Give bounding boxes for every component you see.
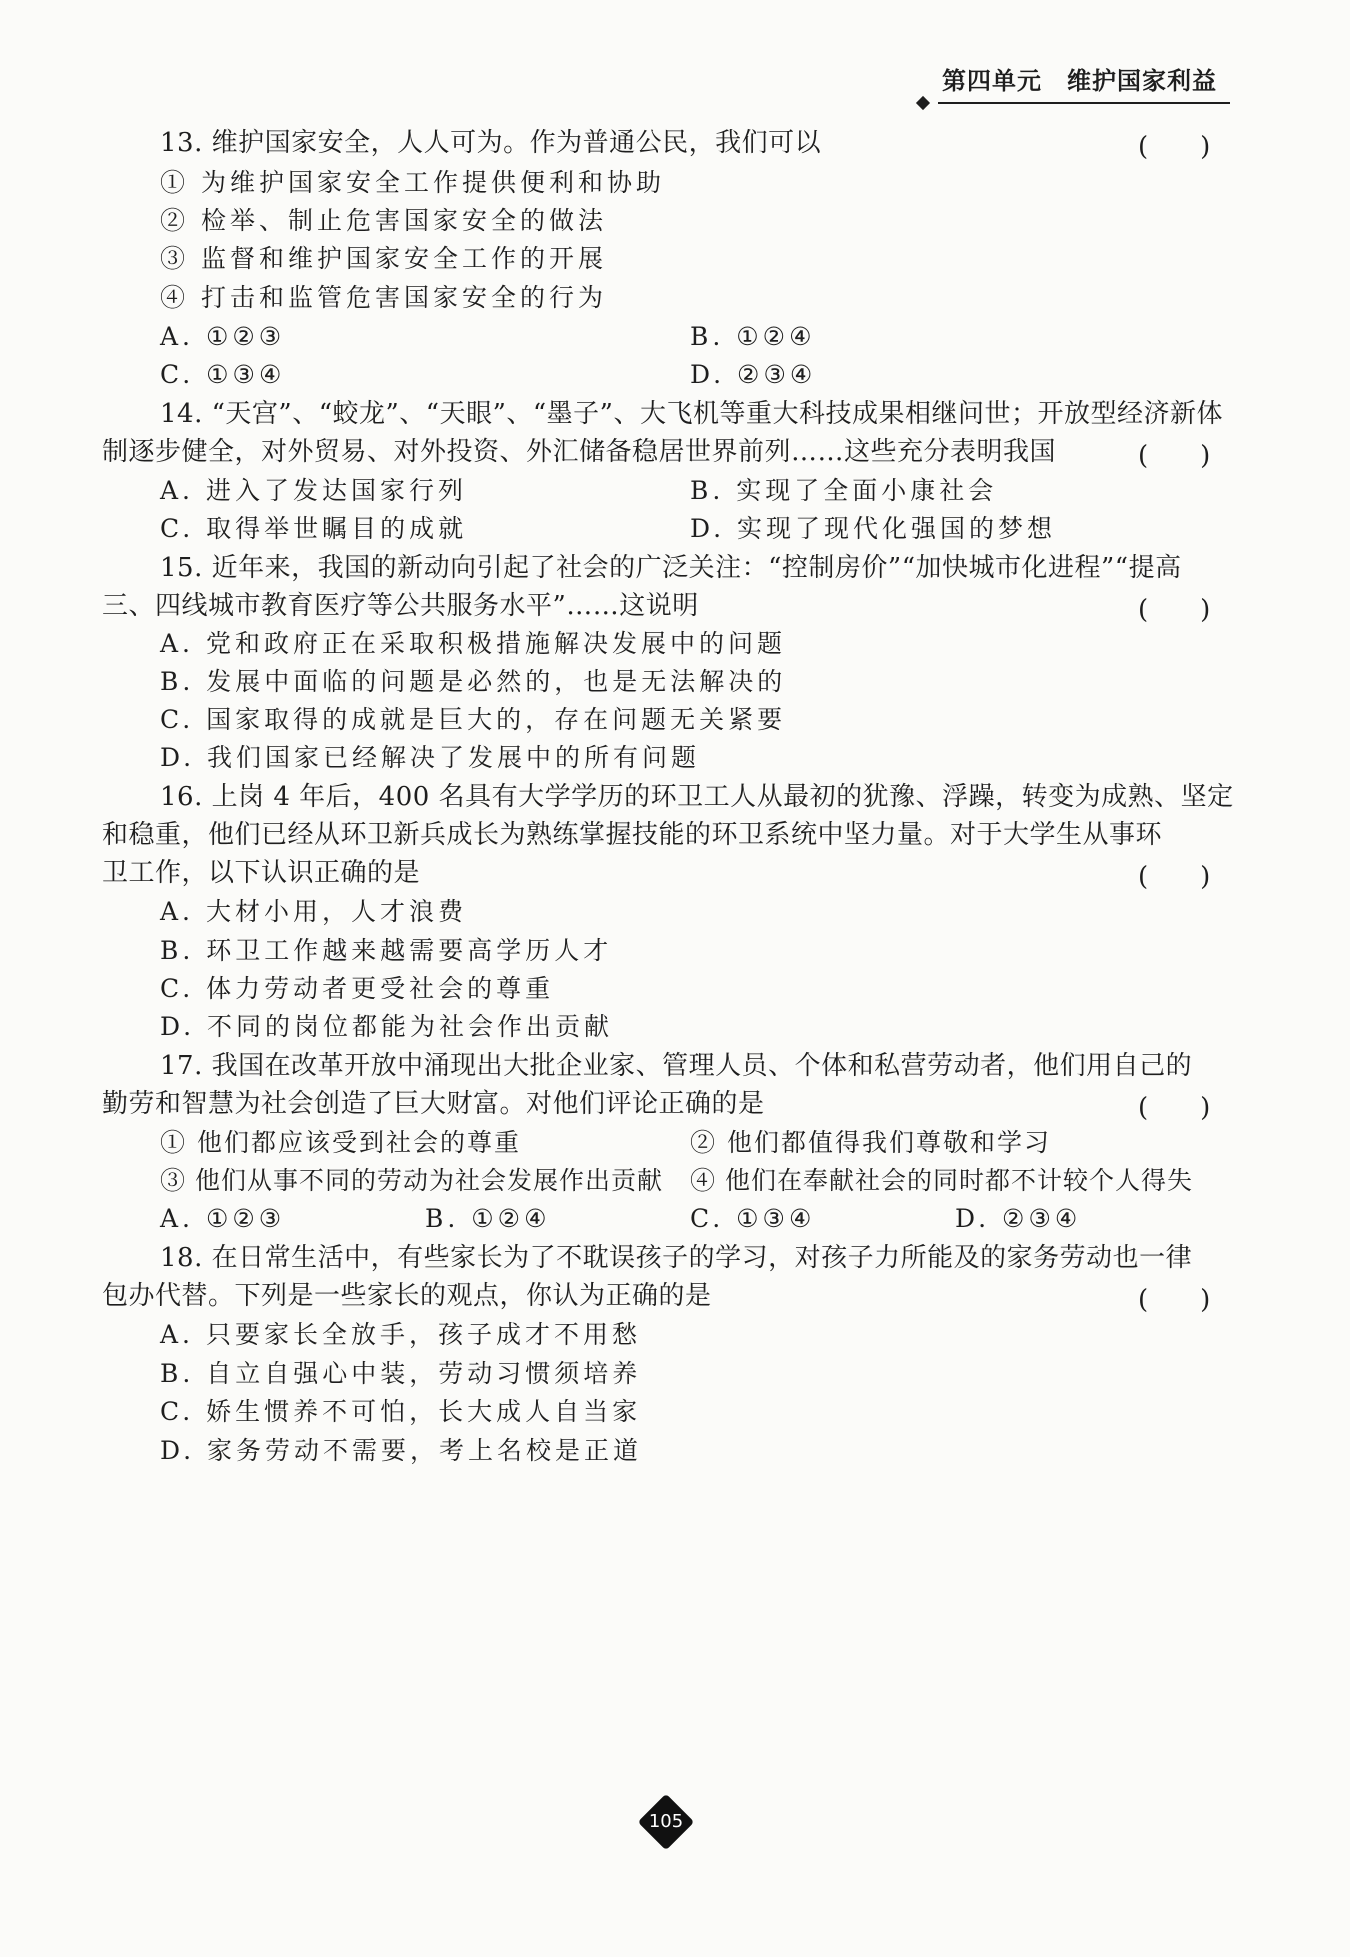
q16-stem-line1: 16. 上岗 4 年后，400 名具有大学学历的环卫工人从最初的犹豫、浮躁，转变为成熟、坚定 (160, 782, 1234, 812)
q14-option-c: C. 取得举世瞩目的成就 (160, 514, 468, 543)
q16-option-d: D. 不同的岗位都能为社会作出贡献 (160, 1012, 614, 1041)
q13-option-d: D. ②③④ (690, 360, 817, 389)
q13-answer-bracket: ( ) (1138, 132, 1211, 162)
q17-stem-line1: 17. 我国在改革开放中涌现出大批企业家、管理人员、个体和私营劳动者，他们用自己的 (160, 1051, 1193, 1081)
q17-item-3: ③ 他们从事不同的劳动为社会发展作出贡献 (160, 1166, 663, 1195)
q13-item-3: ③ 监督和维护国家安全工作的开展 (160, 244, 607, 273)
q15-option-a: A. 党和政府正在采取积极措施解决发展中的问题 (160, 629, 786, 658)
q15-stem-line2: 三、四线城市教育医疗等公共服务水平”……这说明 (102, 591, 699, 621)
q14-option-d: D. 实现了现代化强国的梦想 (690, 514, 1057, 543)
q15-option-d: D. 我们国家已经解决了发展中的所有问题 (160, 743, 701, 772)
q15-option-c: C. 国家取得的成就是巨大的，存在问题无关紧要 (160, 705, 787, 734)
q18-option-a: A. 只要家长全放手，孩子成才不用愁 (160, 1320, 641, 1349)
q16-stem-line3: 卫工作，以下认识正确的是 (102, 858, 421, 888)
q18-option-c: C. 娇生惯养不可怕，长大成人自当家 (160, 1397, 642, 1426)
q17-answer-bracket: ( ) (1138, 1093, 1211, 1123)
q18-answer-bracket: ( ) (1138, 1285, 1211, 1315)
q14-option-a: A. 进入了发达国家行列 (160, 476, 467, 505)
q17-option-a: A. ①②③ (160, 1204, 286, 1233)
unit-title: 第四单元 维护国家利益 (938, 61, 1230, 104)
q15-stem-line1: 15. 近年来，我国的新动向引起了社会的广泛关注：“控制房价”“加快城市化进程”“提高 (160, 553, 1182, 583)
q13-item-4: ④ 打击和监管危害国家安全的行为 (160, 283, 607, 312)
q16-option-b: B. 环卫工作越来越需要高学历人才 (160, 936, 613, 965)
q13-item-2: ② 检举、制止危害国家安全的做法 (160, 206, 607, 235)
q13-option-c: C. ①③④ (160, 360, 286, 389)
diamond-icon (916, 96, 930, 110)
q13-option-b: B. ①②④ (690, 322, 816, 351)
q13-stem: 13. 维护国家安全，人人可为。作为普通公民，我们可以 (160, 128, 822, 158)
q17-item-2: ② 他们都值得我们尊敬和学习 (690, 1128, 1051, 1157)
unit-header (918, 64, 1230, 104)
q18-stem-line1: 18. 在日常生活中，有些家长为了不耽误孩子的学习，对孩子力所能及的家务劳动也一律 (160, 1243, 1193, 1273)
q15-option-b: B. 发展中面临的问题是必然的，也是无法解决的 (160, 667, 787, 696)
q13-option-a: A. ①②③ (160, 322, 286, 351)
q18-option-b: B. 自立自强心中装，劳动习惯须培养 (160, 1359, 642, 1388)
q17-item-4: ④ 他们在奉献社会的同时都不计较个人得失 (690, 1166, 1193, 1195)
q16-stem-line2: 和稳重，他们已经从环卫新兵成长为熟练掌握技能的环卫系统中坚力量。对于大学生从事环 (102, 820, 1163, 850)
q14-stem-line2: 制逐步健全，对外贸易、对外投资、外汇储备稳居世界前列……这些充分表明我国 (102, 437, 1057, 467)
q16-option-a: A. 大材小用，人才浪费 (160, 897, 467, 926)
q17-option-c: C. ①③④ (690, 1204, 816, 1233)
q18-option-d: D. 家务劳动不需要，考上名校是正道 (160, 1436, 643, 1465)
page-number: 105 (648, 1811, 684, 1832)
q16-answer-bracket: ( ) (1138, 862, 1211, 892)
q17-option-b: B. ①②④ (425, 1204, 551, 1233)
q18-stem-line2: 包办代替。下列是一些家长的观点，你认为正确的是 (102, 1281, 712, 1311)
q17-stem-line2: 勤劳和智慧为社会创造了巨大财富。对他们评论正确的是 (102, 1089, 765, 1119)
q17-option-d: D. ②③④ (955, 1204, 1082, 1233)
q13-item-1: ① 为维护国家安全工作提供便利和协助 (160, 168, 665, 197)
q15-answer-bracket: ( ) (1138, 595, 1211, 625)
q17-item-1: ① 他们都应该受到社会的尊重 (160, 1128, 521, 1157)
page-number-badge (638, 1794, 694, 1850)
q16-option-c: C. 体力劳动者更受社会的尊重 (160, 974, 555, 1003)
q14-answer-bracket: ( ) (1138, 441, 1211, 471)
q14-stem-line1: 14. “天宫”、“蛟龙”、“天眼”、“墨子”、大飞机等重大科技成果相继问世；开放型经济新体 (160, 399, 1223, 429)
q14-option-b: B. 实现了全面小康社会 (690, 476, 998, 505)
